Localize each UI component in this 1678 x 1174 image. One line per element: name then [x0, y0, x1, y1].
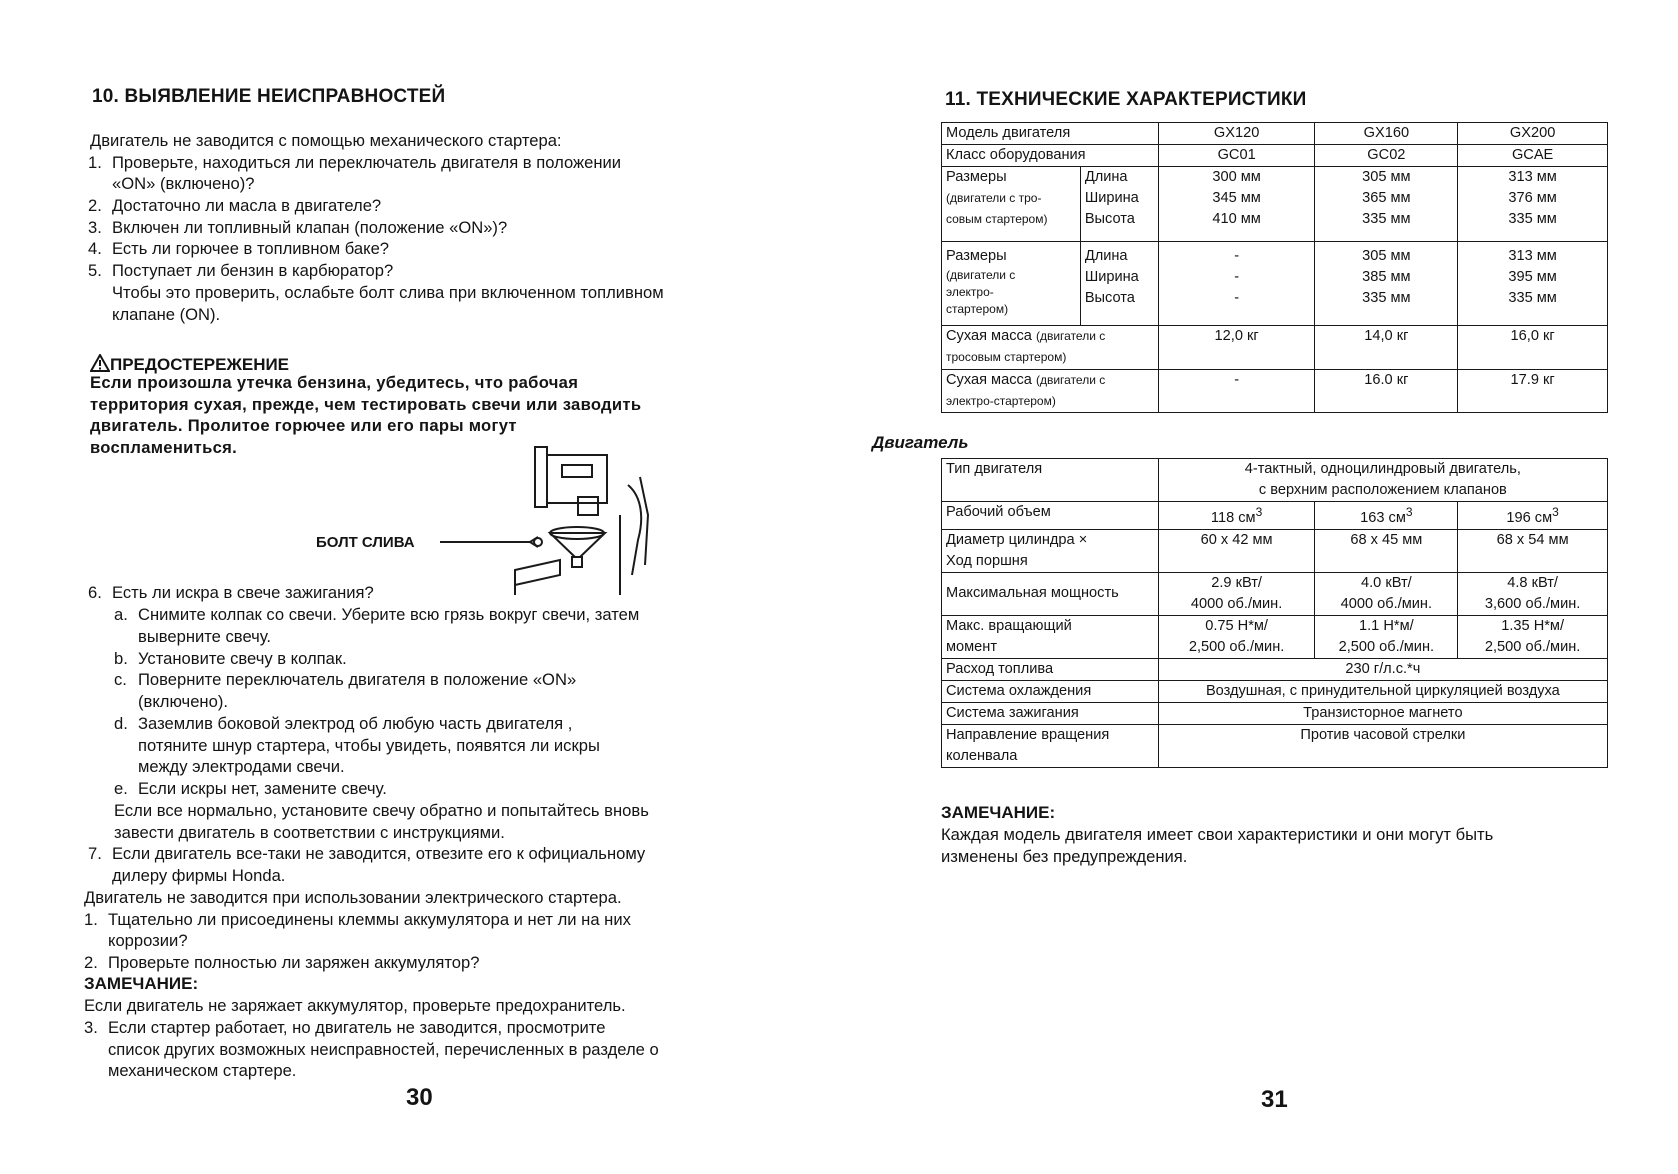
warning-icon: [90, 354, 110, 372]
list-item: 7. Если двигатель все-таки не заводится, отвезите его к официальному: [88, 844, 646, 863]
engine-subheading: Двигатель: [872, 433, 969, 452]
right-page: [839, 0, 1678, 1174]
note-text-right: Каждая модель двигателя имеет свои характеристики и они могут быть: [941, 825, 1494, 844]
page-number-left: 30: [406, 1084, 433, 1111]
section-title-specs: 11. ТЕХНИЧЕСКИЕ ХАРАКТЕРИСТИКИ: [945, 89, 1307, 110]
item6-after: завести двигатель в соответствии с инструкциями.: [114, 823, 505, 842]
warning-text: Если произошла утечка бензина, убедитесь, что рабочая территория сухая, прежде, чем тестировать свечи или заводить двигатель. Пролитое горючее или его пары могут воспламениться.: [90, 373, 642, 457]
list-item: 1. Проверьте, находиться ли переключатель двигателя в положении: [88, 153, 622, 172]
table-row: Сухая масса (двигатели с тросовым стартером) 12,0 кг 14,0 кг 16,0 кг: [942, 326, 1608, 370]
list-item: 4. Есть ли горючее в топливном баке?: [88, 239, 390, 258]
page-number-right: 31: [1261, 1086, 1288, 1113]
sub-item-cont: потяните шнур стартера, чтобы увидеть, появятся ли искры: [138, 736, 600, 755]
sub-item-cont: выверните свечу.: [138, 627, 272, 646]
table-row: Максимальная мощность 2.9 кВт/ 4000 об./мин. 4.0 кВт/ 4000 об./мин. 4.8 кВт/ 3,600 об./мин.: [942, 572, 1608, 615]
item6-after: Если все нормально, установите свечу обратно и попытайтесь вновь: [114, 801, 649, 820]
table-row: Система охлаждения Воздушная, с принудительной циркуляцией воздуха: [942, 680, 1608, 702]
list-item: 3. Включен ли топливный клапан (положение «ON»)?: [88, 218, 508, 237]
intro-recoil: Двигатель не заводится с помощью механического стартера:: [90, 131, 562, 150]
drain-bolt-illustration: [440, 445, 660, 595]
sub-item: d. Заземлив боковой электрод об любую часть двигателя ,: [114, 714, 573, 733]
list-item-cont: клапане (ON).: [112, 305, 221, 324]
warning-title: ПРЕДОСТЕРЕЖЕНИЕ: [90, 354, 289, 375]
table-row: Модель двигателя GX120 GX160 GX200: [942, 123, 1608, 145]
list-item: 2. Проверьте полностью ли заряжен аккумулятор?: [84, 953, 480, 972]
list-item-cont: механическом стартере.: [108, 1061, 297, 1080]
table-row: Система зажигания Транзисторное магнето: [942, 702, 1608, 724]
section-title-troubleshooting: 10. ВЫЯВЛЕНИЕ НЕИСПРАВНОСТЕЙ: [92, 86, 446, 107]
spec-table: [941, 122, 1608, 413]
note-text-right: изменены без предупреждения.: [941, 847, 1188, 866]
table-row: Рабочий объем 118 $см^3$ 163 $см^3$ 196 $см^3$: [942, 502, 1608, 530]
list-item: 1. Тщательно ли присоединены клеммы аккумулятора и нет ли на них: [84, 910, 631, 929]
note-text-left: Если двигатель не заряжает аккумулятор, проверьте предохранитель.: [84, 996, 626, 1015]
figure-label-drain-bolt: БОЛТ СЛИВА: [316, 534, 415, 551]
table-row: Диаметр цилиндра × Ход поршня 60 x 42 мм 68 x 45 мм 68 x 54 мм: [942, 529, 1608, 572]
table-row: Направление вращения коленвала Против часовой стрелки: [942, 724, 1608, 767]
list-item-cont: коррозии?: [108, 931, 188, 950]
sub-item: c. Поверните переключатель двигателя в положение «ON»: [114, 670, 577, 689]
sub-item-cont: (включено).: [138, 692, 228, 711]
sub-item: b. Установите свечу в колпак.: [114, 649, 347, 668]
engine-table: [941, 458, 1608, 768]
table-row: Размеры (двигатели с электро- стартером) Длина Ширина Высота - - - 305 мм 385 мм 335 мм 313 мм 395 мм 335 мм: [942, 242, 1608, 326]
sub-item-cont: между электродами свечи.: [138, 757, 345, 776]
table-row: Тип двигателя 4-тактный, одноцилиндровый двигатель, с верхним расположением клапанов: [942, 459, 1608, 502]
list-item: 3. Если стартер работает, но двигатель не заводится, просмотрите: [84, 1018, 606, 1037]
sub-item: e. Если искры нет, замените свечу.: [114, 779, 387, 798]
table-row: Класс оборудования GC01 GC02 GCAE: [942, 145, 1608, 167]
list-item-cont: список других возможных неисправностей, перечисленных в разделе о: [108, 1040, 659, 1059]
list-item-cont: Чтобы это проверить, ослабьте болт слива при включенном топливном: [112, 283, 664, 302]
table-row: Сухая масса (двигатели с электро-стартером) - 16.0 кг 17.9 кг: [942, 370, 1608, 413]
table-row: Расход топлива 230 г/л.с.*ч: [942, 658, 1608, 680]
intro-electric: Двигатель не заводится при использовании электрического стартера.: [84, 888, 622, 907]
list-item: 5. Поступает ли бензин в карбюратор?: [88, 261, 394, 280]
table-row: Размеры (двигатели с тро- совым стартером) Длина Ширина Высота 300 мм 345 мм 410 мм 305 мм 365 мм 335 мм 313 мм 376 мм 335 мм: [942, 167, 1608, 242]
note-title-right: ЗАМЕЧАНИЕ:: [941, 803, 1056, 822]
list-item: 2. Достаточно ли масла в двигателе?: [88, 196, 382, 215]
sub-item: a. Снимите колпак со свечи. Уберите всю грязь вокруг свечи, затем: [114, 605, 640, 624]
list-item: 6. Есть ли искра в свече зажигания?: [88, 583, 374, 602]
note-title-left: ЗАМЕЧАНИЕ:: [84, 974, 199, 993]
list-item-cont: дилеру фирмы Honda.: [112, 866, 286, 885]
list-item-cont: «ON» (включено)?: [112, 174, 255, 193]
table-row: Макс. вращающий момент 0.75 Н*м/ 2,500 об./мин. 1.1 Н*м/ 2,500 об./мин. 1.35 Н*м/ 2,500 об./мин.: [942, 615, 1608, 658]
